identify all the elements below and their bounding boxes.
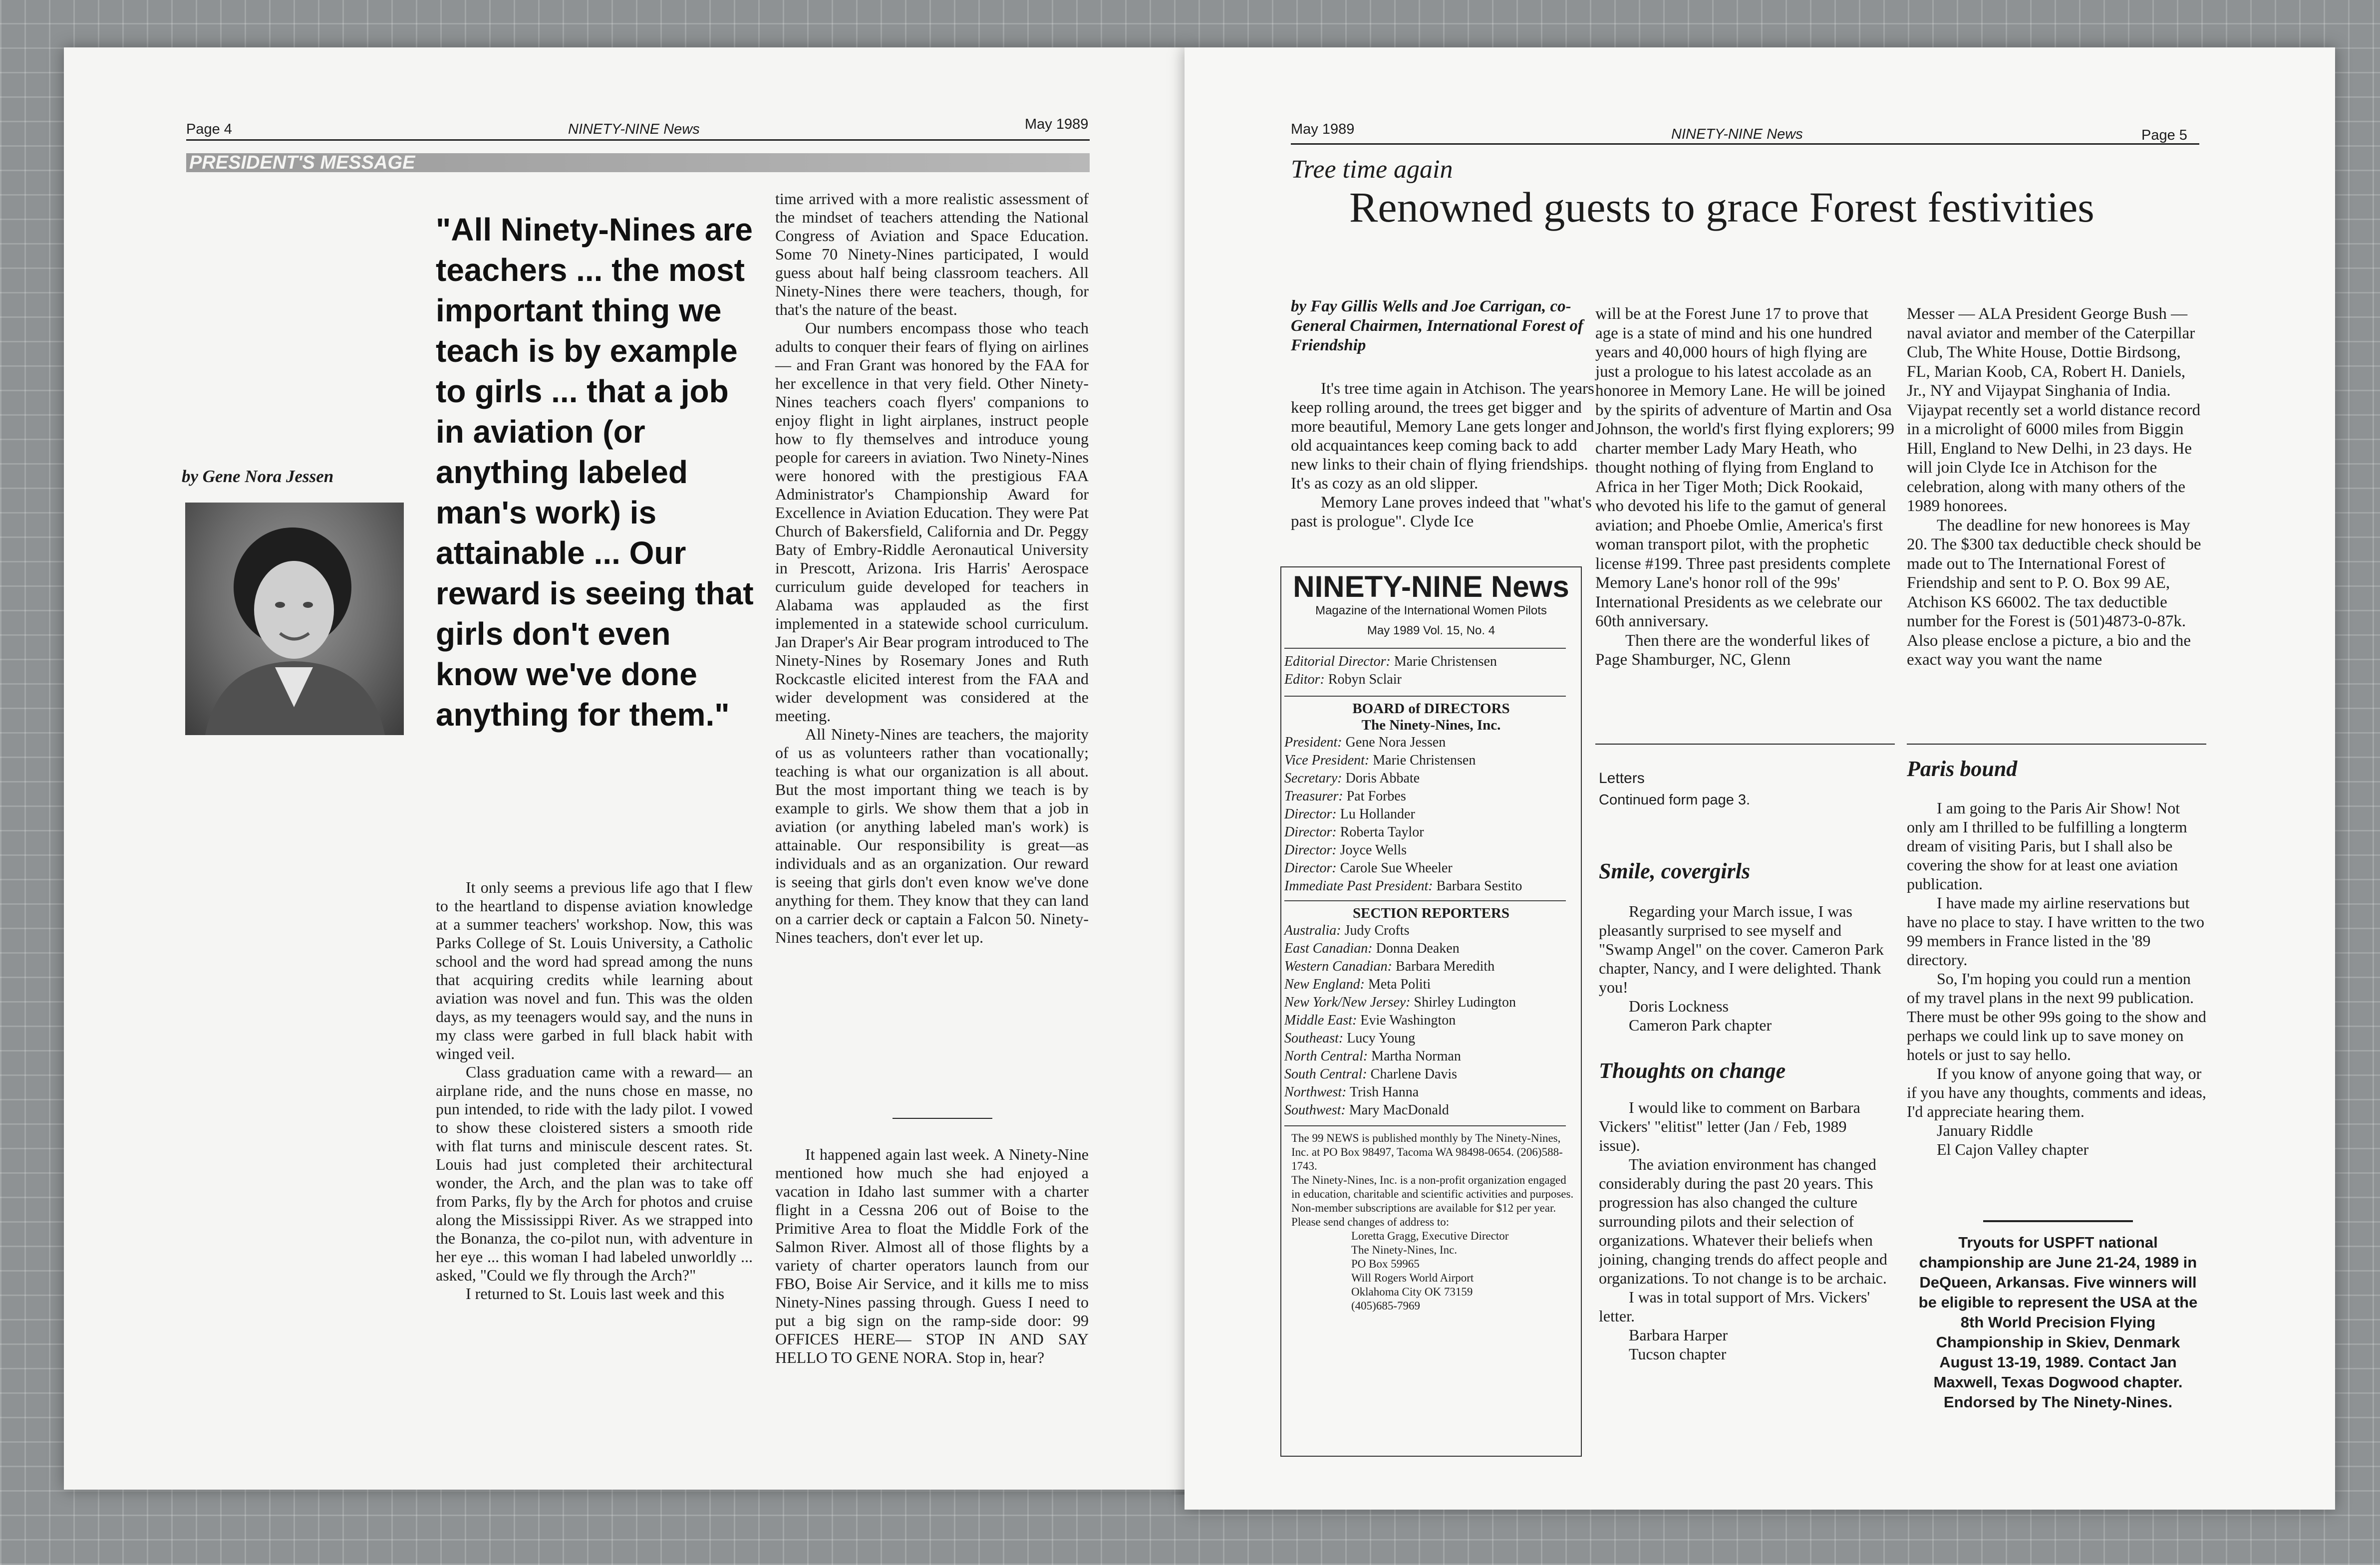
- forest-column-2: [1595, 304, 1895, 670]
- paris-letter: I am going to the Paris Air Show! Not only am I thrilled to be fulfilling a longterm dream of visiting Paris, but I shall also be covering the show for at least one aviation publication. I have made my airline reservations but have no place to stay. I have written to the two 99 members in France listed in the '89 directory. So, I'm hoping you could run a mention of my travel plans in the next 99 publication. There must be other 99s going to the show and perhaps we could link up to save money on hotels or just to say hello. If you know of anyone going that way, or if you have any thoughts, comments and ideas, I'd appreciate hearing them. January Riddle El Cajon Valley chapter: [1907, 799, 2206, 1158]
- kicker: Tree time again: [1291, 155, 1453, 184]
- forest-column-1: [1291, 379, 1600, 531]
- header-rule-left: [186, 139, 1090, 141]
- box-staff: Editorial Director: Marie Christensen Editor: Robyn Sclair: [1284, 654, 1497, 687]
- address-block: Loretta Gragg, Executive Director The Ninety-Nines, Inc. PO Box 59965 Will Rogers World Airport Oklahoma City OK 73159 (405)685-7969: [1351, 1230, 1509, 1312]
- forest-column-3: [1907, 304, 2206, 670]
- paragraph: Our numbers encompass those who teach adults to conquer their fears of flying on airlines — and Fran Grant was honored by the FAA for her excellence in that very field. Other Ninety-Nines teachers coach flyers' companions to enjoy flight in light airplanes, instruct people how to fly themselves and introduce young people for careers in aviation. Two Ninety-Nines were honored with the prestigious FAA Administrator's Championship Award for Excellence in Aviation Education. They were Pat Church of Bakersfield, California and Dr. Peggy Baty of Embry-Riddle Aeronautical University in Prescott, Arizona. Iris Harris' Aerospace curriculum guide developed for teachers in Alabama was applauded as the first implemented in a statewide school curriculum. Jan Draper's Air Bear program introduced to The Ninety-Nines by Rosemary Jones and Ruth Rockcastle elicited interest from the FAA and wider development was considered at the meeting.: [775, 319, 1089, 725]
- box-issue: May 1989 Vol. 15, No. 4: [1367, 624, 1495, 637]
- paragraph: time arrived with a more realistic assessment of the mindset of teachers attending the National Congress of Aviation and Space Education. Some 70 Ninety-Nines participated, I would guess about half being classroom teachers. All Ninety-Nines there were teachers, though, for that's the nature of the beast.: [775, 190, 1089, 318]
- header-rule-right: [1291, 143, 2199, 145]
- page-number-right: Page 5: [2141, 127, 2187, 143]
- masthead-left: NINETY-NINE News: [568, 121, 700, 137]
- box-subtitle: Magazine of the International Women Pilots: [1315, 604, 1547, 617]
- right-page: [1185, 47, 2335, 1510]
- letters-continued: Continued form page 3.: [1599, 792, 1751, 808]
- portrait-illustration: [185, 503, 404, 735]
- paris-heading: Paris bound: [1907, 757, 2018, 781]
- smile-heading: Smile, covergirls: [1599, 859, 1751, 883]
- smile-signature: Doris Lockness Cameron Park chapter: [1629, 997, 1772, 1034]
- masthead-box: [1280, 566, 1582, 1457]
- box-title: NINETY-NINE News: [1293, 570, 1569, 603]
- left-page: [64, 47, 1185, 1490]
- paragraph: The deadline for new honorees is May 20. The $300 tax deductible check should be made out to The International Forest of Friendship and sent to P. O. Box 99 AE, Atchison KS 66002. The tax deductible number for the Forest is (501)4873-0-87k. Also please enclose a picture, a bio and the exact way you want the name: [1907, 516, 2201, 669]
- masthead-right: NINETY-NINE News: [1671, 126, 1803, 142]
- board-list: President: Gene Nora Jessen Vice President: Marie Christensen Secretary: Doris Abbate Treasurer: Pat Forbes Director: Lu Hollander Director: Roberta Taylor Director: Joyce Wells Director: Carole Sue Wheeler Immediate Past President: Barbara Sestito: [1284, 735, 1522, 894]
- paragraph: It happened again last week. A Ninety-Nine mentioned how much she had enjoyed a vacation in Idaho last summer with a charter flight in a Cessna 206 out of Boise to the Primitive Area to float the Middle Fork of the Salmon River. Almost all of those flights by a variety of charter operators launch from our FBO, Boise Air Service, and it kills me to miss Ninety-Nines passing through. Guess I need to put a big sign on the ramp-side door: 99 OFFICES HERE— STOP IN AND SAY HELLO TO GENE NORA. Stop in, hear?: [775, 1145, 1089, 1366]
- board-subheading: The Ninety-Nines, Inc.: [1361, 717, 1501, 733]
- paragraph: I returned to St. Louis last week and this: [466, 1285, 725, 1303]
- author-photo: [185, 503, 404, 735]
- board-heading: BOARD of DIRECTORS: [1352, 701, 1510, 717]
- byline-right: by Fay Gillis Wells and Joe Carrigan, co-General Chairmen, International Forest of Friendship: [1291, 297, 1583, 354]
- thoughts-signature: Barbara Harper Tucson chapter: [1629, 1326, 1728, 1363]
- page-number-left: Page 4: [186, 121, 232, 137]
- publication-fine-print: The 99 NEWS is published monthly by The Ninety-Nines, Inc. at PO Box 98497, Tacoma WA 98498-0654. (206)588-1743. The Ninety-Nines, Inc. is a non-profit organization engaged in education, charitable and scientific activities and purposes. Non-member subscriptions are available for $12 per year. Please send changes of address to:: [1291, 1132, 1574, 1228]
- paragraph: will be at the Forest June 17 to prove that age is a state of mind and his one hundred years and 40,000 hours of high flying are just a prologue to his latest accolade as an honoree in Memory Lane. He will be joined by the spirits of adventure of Martin and Osa Johnson, the world's first flying explorers; 99 charter member Lady Mary Heath, who thought nothing of flying from England to Africa in her Tiger Moth; Dick Rookaid, who devoted his life to the gamut of general aviation; and Phoebe Omlie, America's first woman transport pilot, with the prophetic license #199. Three past presidents complete Memory Lane's honor roll of the 99s' International Presidents as we celebrate our 60th anniversary.: [1595, 305, 1894, 630]
- pull-quote: "All Ninety-Nines are teachers ... the most important thing we teach is by example to girls ... that a job in aviation (or anything labeled man's work) is attainable ... Our reward is seeing that girls don't even know we've done anything for them.": [436, 212, 754, 733]
- byline-left: by Gene Nora Jessen: [182, 467, 334, 486]
- paris-signature: January Riddle El Cajon Valley chapter: [1937, 1121, 2089, 1158]
- paragraph: Then there are the wonderful likes of Page Shamburger, NC, Glenn: [1595, 631, 1870, 669]
- section-divider: [1907, 744, 2206, 745]
- thoughts-letter: I would like to comment on Barbara Vickers' "elitist" letter (Jan / Feb, 1989 issue). The aviation environment has changed considerably during the past 20 years. This progression has also changed the culture surrounding pilots and their selection of organizations. Whatever their beliefs when joining, changing trends do affect people and organizations. To not change is to be archaic. I was in total support of Mrs. Vickers' letter. Barbara Harper Tucson chapter: [1599, 1098, 1888, 1363]
- column-divider: [892, 1118, 992, 1119]
- tryouts-notice: Tryouts for USPFT national championship are June 21-24, 1989 in DeQueen, Arkansas. Five winners will be eligible to represent the USA at the 8th World Precision Flying Championship in Skiev, Denmark August 13-19, 1989. Contact Jan Maxwell, Texas Dogwood chapter. Endorsed by The Ninety-Nines.: [1918, 1234, 2198, 1411]
- smile-letter: Regarding your March issue, I was pleasantly surprised to see myself and "Swamp Angel" on the cover. Cameron Park chapter, Nancy, and I were delighted. Thank you! Doris Lockness Cameron Park chapter: [1599, 902, 1888, 1035]
- thoughts-heading: Thoughts on change: [1599, 1058, 1786, 1083]
- president-message-column-1: [436, 878, 753, 1303]
- date-right: May 1989: [1291, 121, 1355, 137]
- paragraph: Memory Lane proves indeed that "what's past is prologue". Clyde Ice: [1291, 494, 1592, 530]
- section-banner: [186, 153, 1090, 172]
- paragraph: All Ninety-Nines are teachers, the majority of us as volunteers rather than vocationally; teaching is what our organization is all about. But the most important thing we teach is by example to girls. We show them that a job in aviation (or anything labeled man's work) is attainable. Our responsibility is great—as individuals and as an organization. Our reward is seeing that girls don't even know we've done anything for them. They know that they can land on a carrier deck or captain a Falcon 50. Ninety-Nines teachers, don't ever let up.: [775, 725, 1089, 946]
- president-message-column-2: [775, 190, 1089, 947]
- headline: Renowned guests to grace Forest festivities: [1349, 183, 2094, 231]
- date-left: May 1989: [1025, 116, 1089, 132]
- president-message-column-2b: [775, 1145, 1089, 1367]
- section-banner-title: PRESIDENT'S MESSAGE: [189, 152, 415, 173]
- paragraph: It's tree time again in Atchison. The years keep rolling around, the trees get bigger and more beautiful, Memory Lane gets longer and old acquaintances keep coming back to add new links to their chain of flying friendships. It's as cozy as an old slipper.: [1291, 380, 1594, 493]
- paragraph: Class graduation came with a reward— an airplane ride, and the nuns chose en masse, no pun intended, to ride with the lady pilot. I vowed to show these cloistered sisters a smooth ride with flat turns and miniscule descent rates. St. Louis had just completed their architectural wonder, the Arch, and the plan was to take off from Parks, fly by the Arch for photos and cruise along the Mississippi River. As we strapped into the Bonanza, the co-pilot nun, with adventure in her eye ... this woman I had labeled unworldly ... asked, "Could we fly through the Arch?": [436, 1063, 753, 1284]
- tryouts-rule: [1983, 1220, 2133, 1222]
- paragraph: It only seems a previous life ago that I flew to the heartland to dispense aviation knowledge at a summer teachers' workshop. Now, this was Parks College of St. Louis University, a Catholic school and the word had spread among the nuns that acquiring credits while learning about aviation was novel and fun. This was the olden days, as my teenagers would say, and the nuns in my class were garbed in full black habit with winged veil.: [436, 878, 753, 1062]
- reporters-heading: SECTION REPORTERS: [1352, 905, 1510, 921]
- letters-divider: [1595, 744, 1895, 745]
- letters-label: Letters: [1599, 770, 1645, 786]
- reporters-list: Australia: Judy Crofts East Canadian: Donna Deaken Western Canadian: Barbara Meredith New England: Meta Politi New York/New Jersey: Shirley Ludington Middle East: Evie Washington Southeast: Lucy Young North Central: Martha Norman South Central: Charlene Davis Northwest: Trish Hanna Southwest: Mary MacDonald: [1284, 923, 1516, 1118]
- paragraph: Messer — ALA President George Bush — naval aviator and member of the Caterpillar Club, The White House, Dottie Birdsong, FL, Marian Koob, CA, Robert H. Daniels, Jr., NY and Vijaypat Singhania of India. Vijaypat recently set a world distance record in a microlight of 6000 miles from Biggin Hill, England to New Delhi, in 23 days. He will join Clyde Ice in Atchison for the celebration, along with many others of the 1989 honorees.: [1907, 305, 2201, 515]
